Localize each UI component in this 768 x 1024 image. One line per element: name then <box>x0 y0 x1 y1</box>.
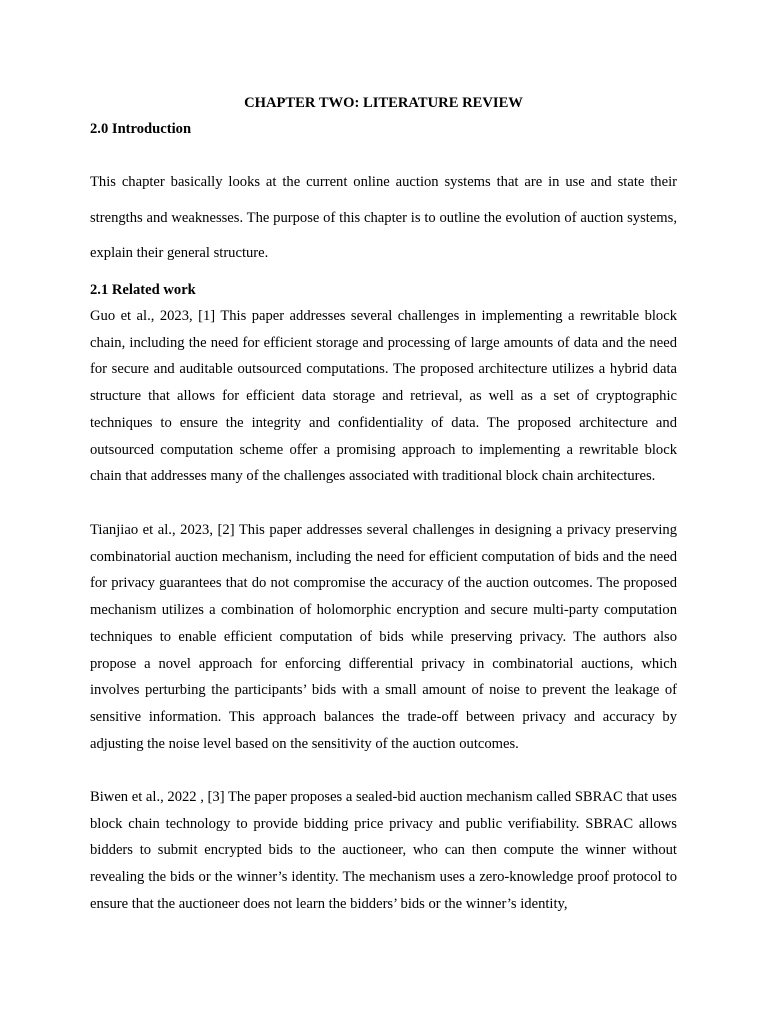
related-work-paragraph-guo: Guo et al., 2023, [1] This paper addresses several challenges in implementing a rewritable block chain, including the need for efficient storage and processing of large amounts of data and the need for secure and auditable outsourced computations. The proposed architecture utilizes a hybrid data structure that allows for efficient data storage and retrieval, as well as a set of cryptographic techniques to ensure the integrity and confidentiality of data. The proposed architecture and outsourced computation scheme offer a promising approach to implementing a rewritable block chain that addresses many of the challenges associated with traditional block chain architectures. <box>90 308 677 485</box>
related-work-paragraph-tianjiao: Tianjiao et al., 2023, [2] This paper addresses several challenges in designing a privacy preserving combinatorial auction mechanism, including the need for efficient computation of bids and the need for privacy guarantees that do not compromise the accuracy of the auction outcomes. The proposed mechanism utilizes a combination of holomorphic encryption and secure multi-party computation techniques to enable efficient computation of bids while preserving privacy. The authors also propose a novel approach for enforcing differential privacy in combinatorial auctions, which involves perturbing the participants’ bids with a small amount of noise to prevent the leakage of sensitive information. This approach balances the trade-off between privacy and accuracy by adjusting the noise level based on the sensitivity of the auction outcomes. <box>90 522 677 752</box>
introduction-paragraph: This chapter basically looks at the current online auction systems that are in use and state their strengths and weaknesses. The purpose of this chapter is to outline the evolution of auction systems, explain their general structure. <box>90 174 677 262</box>
related-work-heading: 2.1 Related work <box>90 282 196 298</box>
chapter-title: CHAPTER TWO: LITERATURE REVIEW <box>244 95 523 111</box>
introduction-heading: 2.0 Introduction <box>90 121 192 137</box>
related-work-paragraph-biwen: Biwen et al., 2022 , [3] The paper proposes a sealed-bid auction mechanism called SBRAC that uses block chain technology to provide bidding price privacy and public verifiability. SBRAC allows bidders to submit encrypted bids to the auctioneer, who can then compute the winner without revealing the bids or the winner’s identity. The mechanism uses a zero-knowledge proof protocol to ensure that the auctioneer does not learn the bidders’ bids or the winner’s identity, <box>90 789 677 912</box>
